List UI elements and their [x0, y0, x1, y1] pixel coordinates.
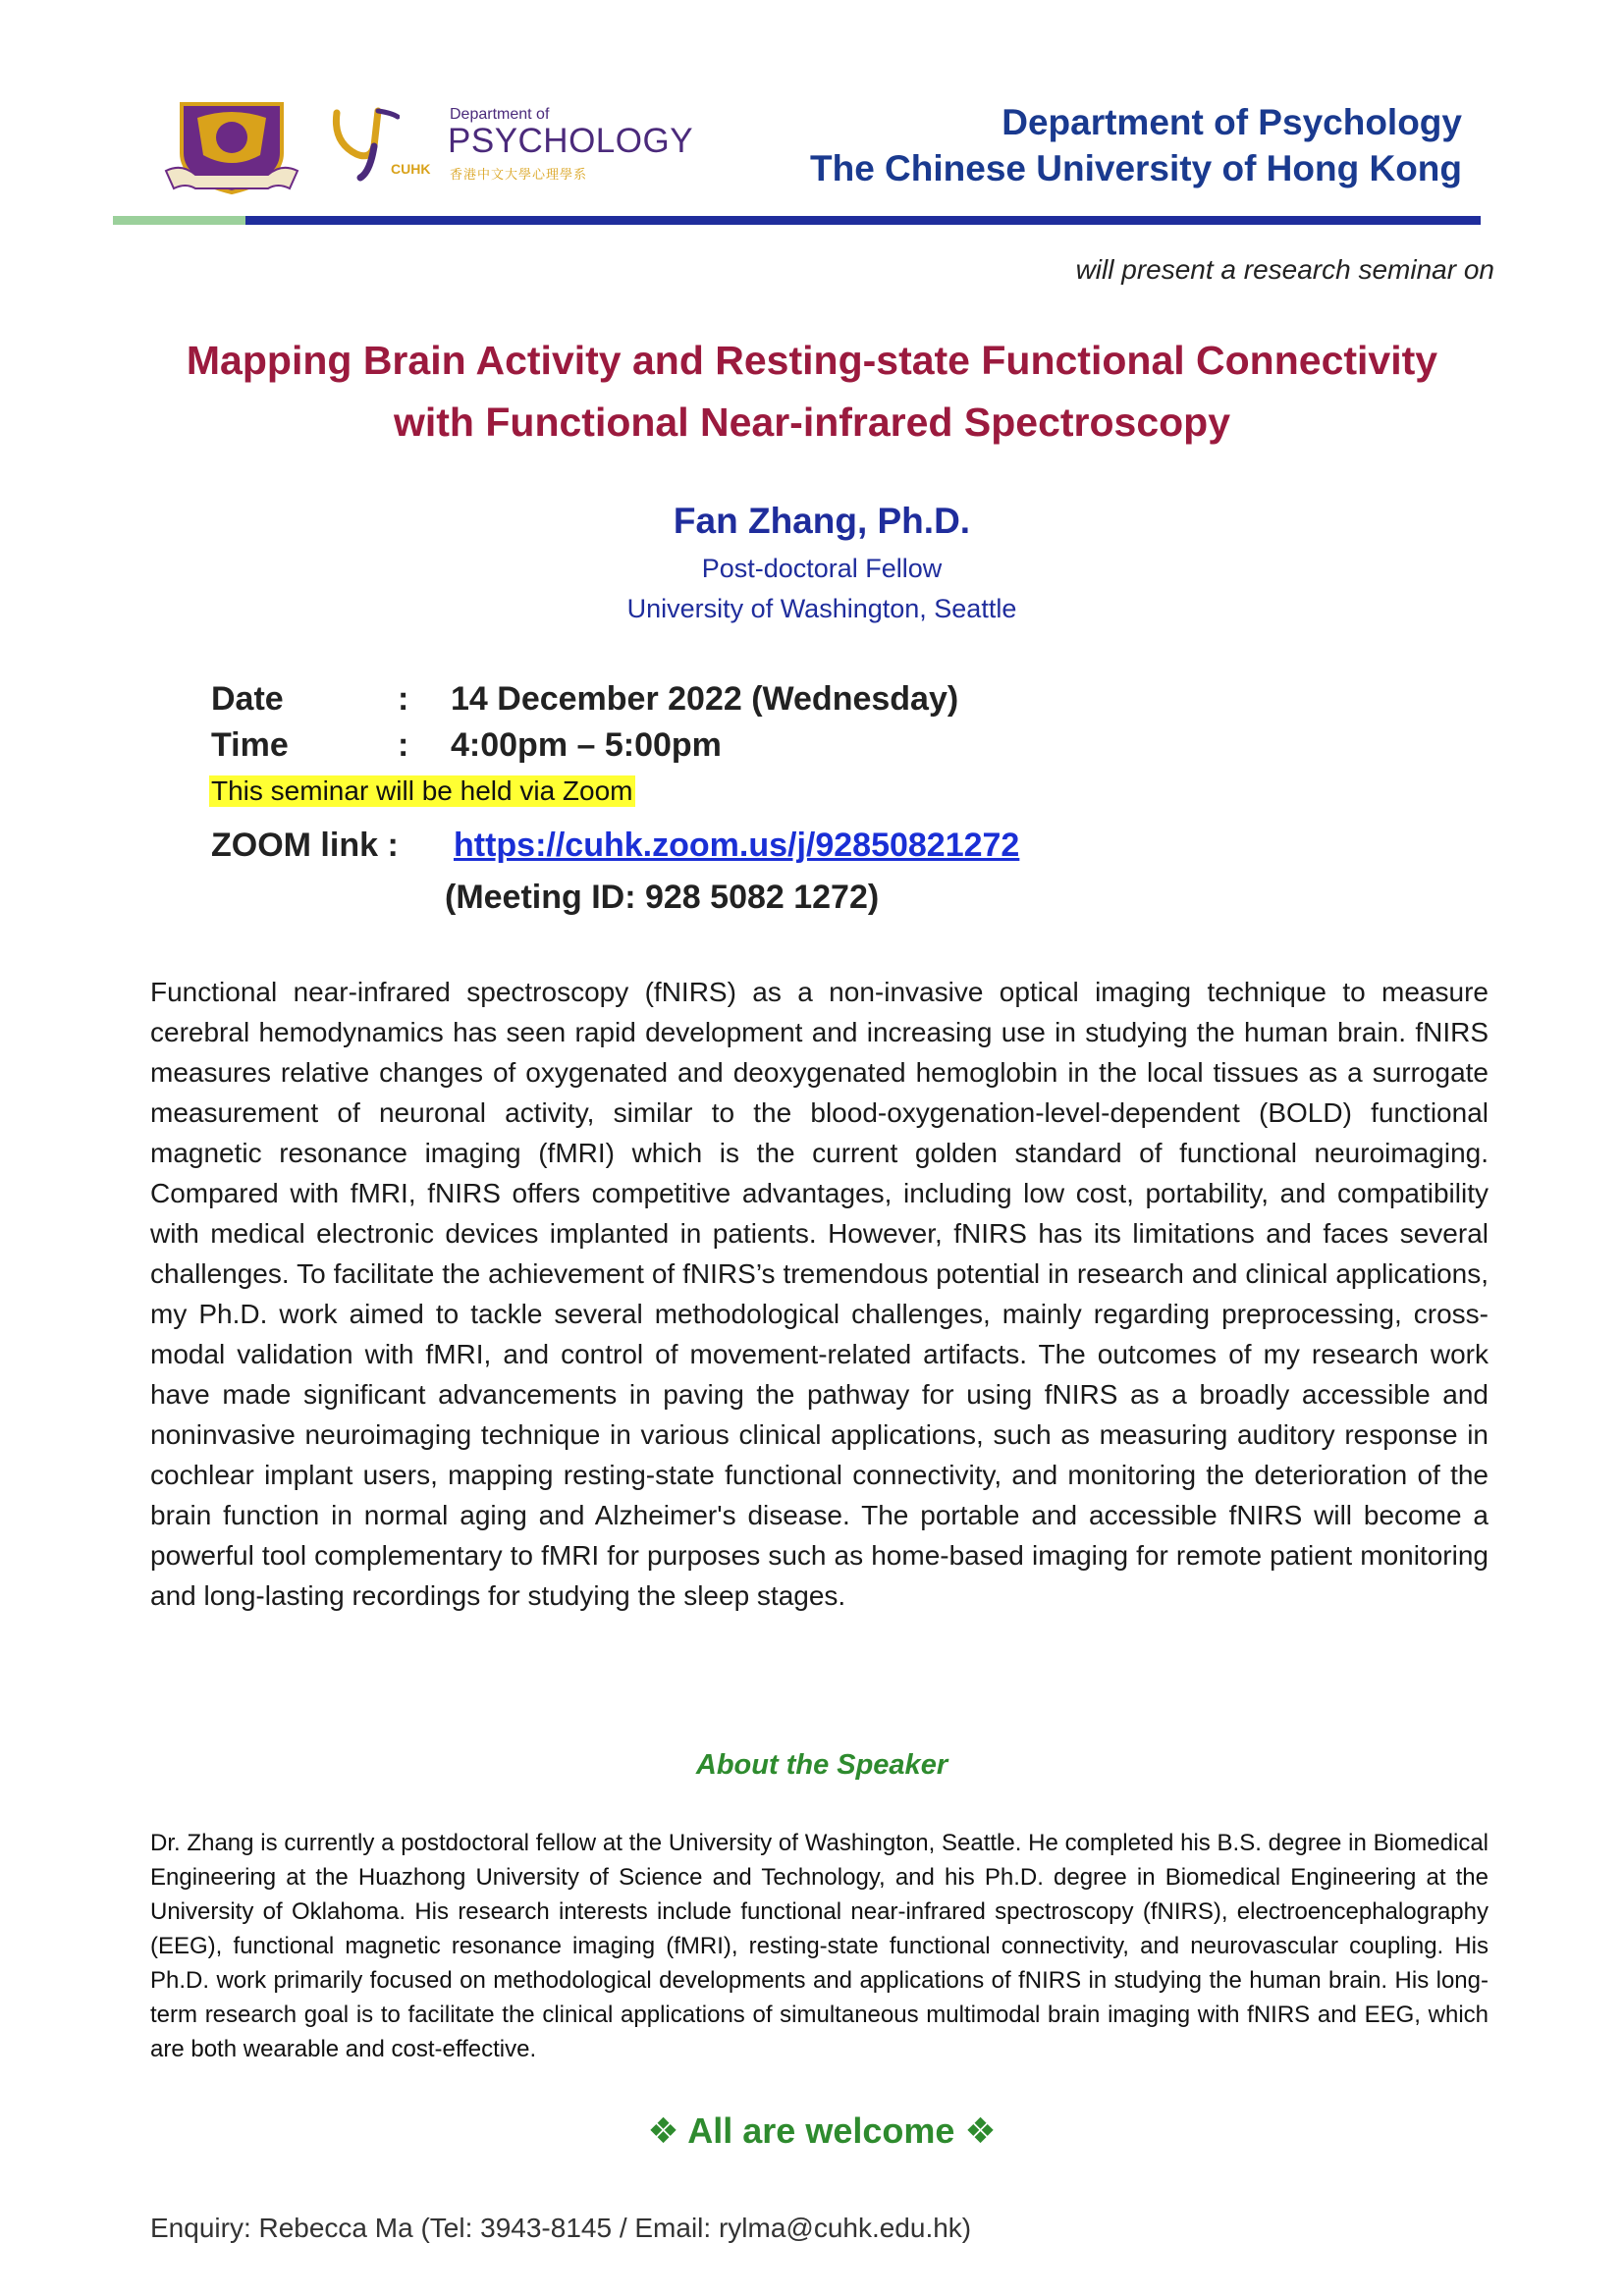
zoom-link[interactable]: https://cuhk.zoom.us/j/92850821272 — [454, 827, 1020, 864]
speaker-name: Fan Zhang, Ph.D. — [673, 501, 971, 541]
abstract-paragraph: Functional near-infrared spectroscopy (fNIRS) as a non-invasive optical imaging technique to measure cerebral hemodynamics has seen rapid development and increasing use in studying the human brain. fNIRS measures relative changes of oxygenated and deoxygenated hemoglobin in the local tissues as a surrogate measurement of neuronal activity, similar to the blood-oxygenation-level-dependent (BOLD) functional magnetic resonance imaging (fMRI) which is the current golden standard of functional neuroimaging. Compared with fMRI, fNIRS offers competitive advantages, including low cost, portability, and compatibility with medical electronic devices implanted in patients. However, fNIRS has its limitations and faces several challenges. To facilitate the achievement of fNIRS’s tremendous potential in research and clinical applications, my Ph.D. work aimed to tackle several methodological challenges, mainly regarding preprocessing, cross-modal validation with fMRI, and control of movement-related artifacts. The outcomes of my research work have made significant advancements in paving the pathway for using fNIRS as a broadly accessible and noninvasive neuroimaging technique in various clinical applications, such as measuring auditory response in cochlear implant users, mapping resting-state functional connectivity, and monitoring the deterioration of the brain function in normal aging and Alzheimer's disease. The portable and accessible fNIRS will become a powerful tool complementary to fMRI for purposes such as home-based imaging for remote patient monitoring and long-lasting recordings for studying the sleep stages. — [150, 977, 1489, 1611]
time-value: 4:00pm – 5:00pm — [451, 726, 722, 764]
intro-text: will present a research seminar on — [1075, 254, 1494, 285]
enquiry-contact[interactable]: Enquiry: Rebecca Ma (Tel: 3943-8145 / Email: rylma@cuhk.edu.hk) — [150, 2213, 972, 2243]
department-name: Department of Psychology — [1001, 102, 1462, 142]
logo-cuhk: CUHK — [391, 161, 431, 177]
time-label: Time — [211, 726, 289, 764]
seminar-title-line2: with Functional Near-infrared Spectroscopy — [393, 400, 1231, 445]
welcome-text: ❖ All are welcome ❖ — [647, 2110, 997, 2151]
logo-department-of: Department of — [450, 106, 550, 123]
speaker-role: Post-doctoral Fellow — [701, 554, 943, 583]
date-value: 14 December 2022 (Wednesday) — [451, 680, 959, 718]
psychology-logo-mark — [331, 103, 400, 182]
header-rule-blue — [245, 216, 1481, 225]
header-rule-green — [113, 216, 245, 225]
zoom-link-label: ZOOM link : — [211, 827, 399, 864]
university-name: The Chinese University of Hong Kong — [810, 148, 1462, 188]
time-colon: : — [398, 726, 409, 764]
speaker-bio: Dr. Zhang is currently a postdoctoral fellow at the University of Washington, Seattle. He completed his B.S. degree in Biomedical Engineering at the Huazhong University of Science and Technology, and his Ph.D. degree in Biomedical Engineering at the University of Oklahoma. His research interests include functional near-infrared spectroscopy (fNIRS), electroencephalography (EEG), functional magnetic resonance imaging (fMRI), resting-state functional connectivity, and neurovascular coupling. His Ph.D. work primarily focused on methodological developments and applications of fNIRS in studying the human brain. His long-term research goal is to facilitate the clinical applications of simultaneous multimodal brain imaging with fNIRS and EEG, which are both wearable and cost-effective. — [150, 1830, 1489, 2062]
cuhk-crest-logo — [162, 96, 301, 196]
logo-psychology: PSYCHOLOGY — [448, 122, 694, 160]
seminar-title-line1: Mapping Brain Activity and Resting-state Functional Connectivity — [186, 338, 1438, 383]
meeting-id: (Meeting ID: 928 5082 1272) — [445, 879, 880, 916]
zoom-note-highlight: This seminar will be held via Zoom — [211, 775, 633, 806]
date-label: Date — [211, 680, 284, 718]
speaker-affiliation: University of Washington, Seattle — [626, 594, 1017, 623]
date-colon: : — [398, 680, 409, 718]
about-speaker-heading: About the Speaker — [695, 1749, 948, 1781]
logo-chinese-name: 香港中文大學心理學系 — [450, 167, 588, 182]
